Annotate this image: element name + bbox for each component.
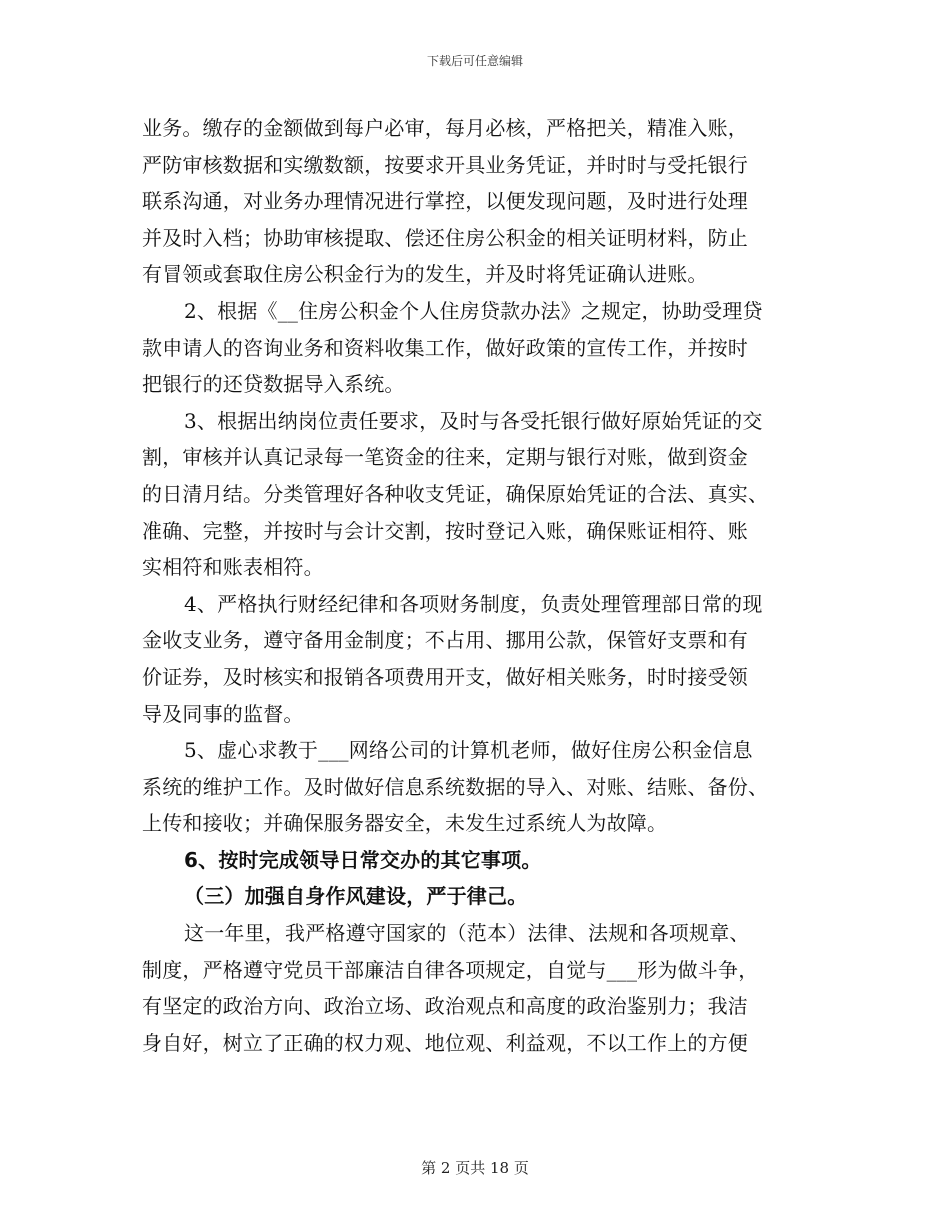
text-line: 制度，严格遵守党员干部廉洁自律各项规定，自觉与___形为做斗争， — [142, 957, 759, 982]
text-line: 联系沟通，对业务办理情况进行掌控，以便发现问题，及时进行处理 — [142, 189, 748, 214]
text-line: 6、按时完成领导日常交办的其它事项。 — [184, 847, 542, 872]
text-line: 割，审核并认真记录每一笔资金的往来，定期与银行对账，做到资金 — [142, 445, 748, 470]
text-line: 准确、完整，并按时与会计交割，按时登记入账，确保账证相符、账 — [142, 518, 748, 543]
text-line: （三）加强自身作风建设，严于律己。 — [184, 884, 528, 909]
text-line: 这一年里，我严格遵守国家的（范本）法律、法规和各项规章、 — [184, 921, 750, 946]
text-line: 把银行的还贷数据导入系统。 — [142, 372, 405, 397]
text-line: 导及同事的监督。 — [142, 701, 304, 726]
document-body — [142, 110, 808, 1061]
text-line: 并及时入档；协助审核提取、偿还住房公积金的相关证明材料，防止 — [142, 225, 748, 250]
text-line: 价证券，及时核实和报销各项费用开支，做好相关账务，时时接受领 — [142, 664, 748, 689]
header-note: 下载后可任意编辑 — [426, 54, 523, 68]
text-line: 身自好，树立了正确的权力观、地位观、利益观，不以工作上的方便 — [142, 1030, 748, 1055]
text-line: 上传和接收；并确保服务器安全，未发生过系统人为故障。 — [142, 811, 668, 836]
text-line: 的日清月结。分类管理好各种收支凭证，确保原始凭证的合法、真实、 — [142, 481, 769, 506]
text-line: 实相符和账表相符。 — [142, 555, 324, 580]
text-line: 3、根据出纳岗位责任要求，及时与各受托银行做好原始凭证的交 — [184, 408, 763, 433]
text-line: 有坚定的政治方向、政治立场、政治观点和高度的政治鉴别力；我洁 — [142, 994, 748, 1019]
text-line: 5、虚心求教于___网络公司的计算机老师，做好住房公积金信息 — [184, 738, 753, 763]
text-line: 2、根据《__住房公积金个人住房贷款办法》之规定，协助受理贷 — [184, 298, 763, 323]
text-line: 金收支业务，遵守备用金制度；不占用、挪用公款，保管好支票和有 — [142, 628, 748, 653]
text-line: 严防审核数据和实缴数额，按要求开具业务凭证，并时时与受托银行 — [142, 152, 748, 177]
text-line: 有冒领或套取住房公积金行为的发生，并及时将凭证确认进账。 — [142, 262, 708, 287]
text-line: 业务。缴存的金额做到每户必审，每月必核，严格把关，精准入账， — [142, 116, 748, 140]
page-number: 第 2 页共 18 页 — [421, 1159, 529, 1177]
text-line: 4、严格执行财经纪律和各项财务制度，负责处理管理部日常的现 — [184, 591, 763, 616]
text-line: 款申请人的咨询业务和资料收集工作，做好政策的宣传工作，并按时 — [142, 335, 748, 360]
text-line: 系统的维护工作。及时做好信息系统数据的导入、对账、结账、备份、 — [142, 774, 769, 799]
